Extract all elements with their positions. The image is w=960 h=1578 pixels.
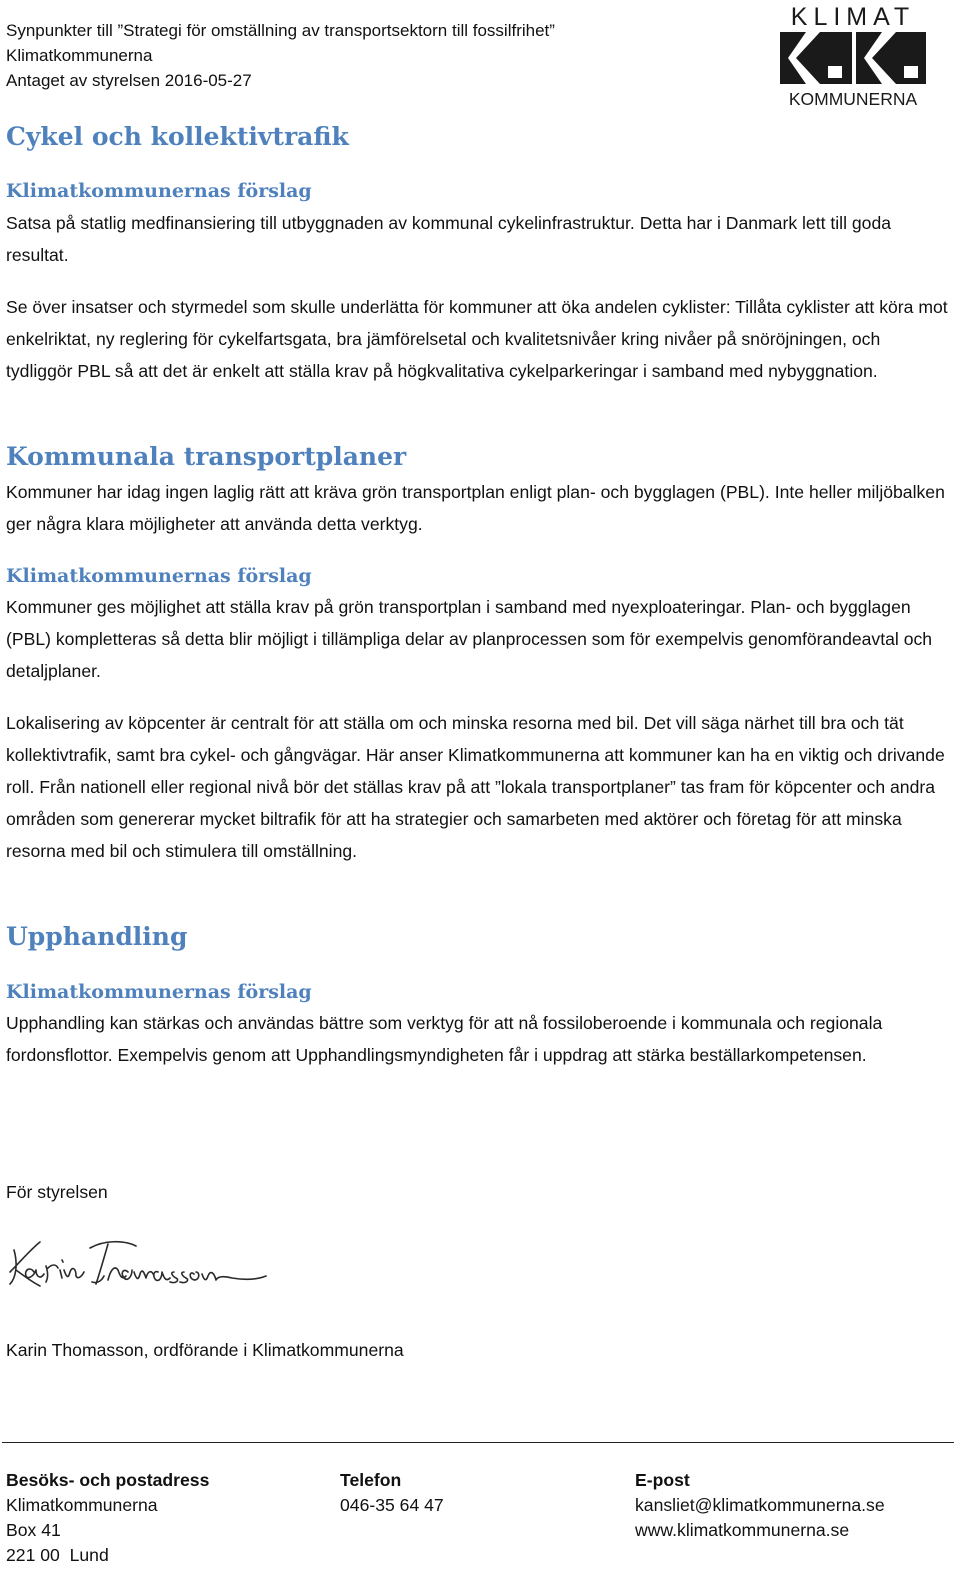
document-title: Synpunkter till ”Strategi för omställning av transportsektorn till fossilfrihet” (6, 21, 555, 40)
upphandling-paragraph-1: Upphandling kan stärkas och användas bättre som verktyg för att nå fossiloberoende i kommunala och regionala fordonsflottor. Exempelvis genom att Upphandlingsmyndigheten får i uppdrag att stärka beställarkompetensen. (6, 1013, 883, 1065)
logo-top-text: KLIMAT (790, 3, 916, 31)
signature-image (4, 1236, 270, 1296)
transport-paragraph-3: Lokalisering av köpcenter är centralt för att ställa om och minska resorna med bil. Det vill säga närhet till bra och tät kollektivtrafik, samt bra cykel- och gångvägar. Här anser Klimatkommunerna att kommuner kan ha en viktig och drivande roll. Från nationell eller regional nivå bör det ställas krav på att ”lokala transportplaner” tas fram för köpcenter och andra områden som genererar mycket biltrafik för att ha strategier och samarbeten med aktörer och företag för att minska resorna med bil och stimulera till omställning. (6, 713, 945, 861)
proposal-heading-upphandling: Klimatkommunernas förslag (6, 981, 312, 1003)
proposal-heading-cykel: Klimatkommunernas förslag (6, 180, 312, 202)
for-board-label: För styrelsen (6, 1182, 108, 1202)
proposal-heading-transport: Klimatkommunernas förslag (6, 565, 312, 587)
footer-phone (340, 1468, 444, 1518)
footer-address-line-3: 221 00 Lund (6, 1545, 109, 1565)
footer-address-heading: Besöks- och postadress (6, 1470, 210, 1490)
logo-monogram-icon (780, 32, 926, 84)
footer-email-address[interactable]: kansliet@klimatkommunerna.se (635, 1495, 885, 1515)
footer-phone-number: 046-35 64 47 (340, 1495, 444, 1515)
cykel-paragraph-1: Satsa på statlig medfinansiering till utbyggnaden av kommunal cykelinfrastruktur. Detta har i Danmark lett till goda resultat. (6, 213, 892, 265)
footer-address (6, 1468, 209, 1568)
adoption-date: Antaget av styrelsen 2016-05-27 (6, 71, 252, 90)
organization-name: Klimatkommunerna (6, 46, 153, 65)
klimatkommunerna-logo (776, 2, 930, 108)
logo-bottom-text: KOMMUNERNA (788, 89, 918, 108)
footer-website-link[interactable]: www.klimatkommunerna.se (635, 1520, 850, 1540)
footer-email (635, 1468, 885, 1543)
section-heading-transportplaner: Kommunala transportplaner (6, 442, 407, 471)
section-heading-upphandling: Upphandling (6, 922, 188, 951)
footer-address-line-1: Klimatkommunerna (6, 1495, 158, 1515)
transport-paragraph-1: Kommuner har idag ingen laglig rätt att kräva grön transportplan enligt plan- och bygglagen (PBL). Inte heller miljöbalken ger några klara möjligheter att använda detta verktyg. (6, 482, 945, 534)
transport-paragraph-2: Kommuner ges möjlighet att ställa krav på grön transportplan i samband med nyexploateringar. Plan- och bygglagen (PBL) kompletteras så detta blir möjligt i tillämpliga delar av planprocessen som för exempelvis genomförandeavtal och detaljplaner. (6, 597, 933, 681)
signatory-line: Karin Thomasson, ordförande i Klimatkommunerna (6, 1340, 404, 1360)
footer-divider (2, 1442, 954, 1443)
cykel-paragraph-2: Se över insatser och styrmedel som skulle underlätta för kommuner att öka andelen cyklister: Tillåta cyklister att köra mot enkelriktat, ny reglering för cykelfartsgata, bra jämförelsetal och kvalitetsnivåer kring nivåer på snöröjningen, och tydliggör PBL så att det är enkelt att ställa krav på högkvalitativa cykelparkeringar i samband med nybyggnation. (6, 297, 948, 381)
footer-email-heading: E-post (635, 1470, 690, 1490)
footer-address-line-2: Box 41 (6, 1520, 61, 1540)
footer-phone-heading: Telefon (340, 1470, 402, 1490)
section-heading-cykel: Cykel och kollektivtrafik (6, 122, 349, 151)
